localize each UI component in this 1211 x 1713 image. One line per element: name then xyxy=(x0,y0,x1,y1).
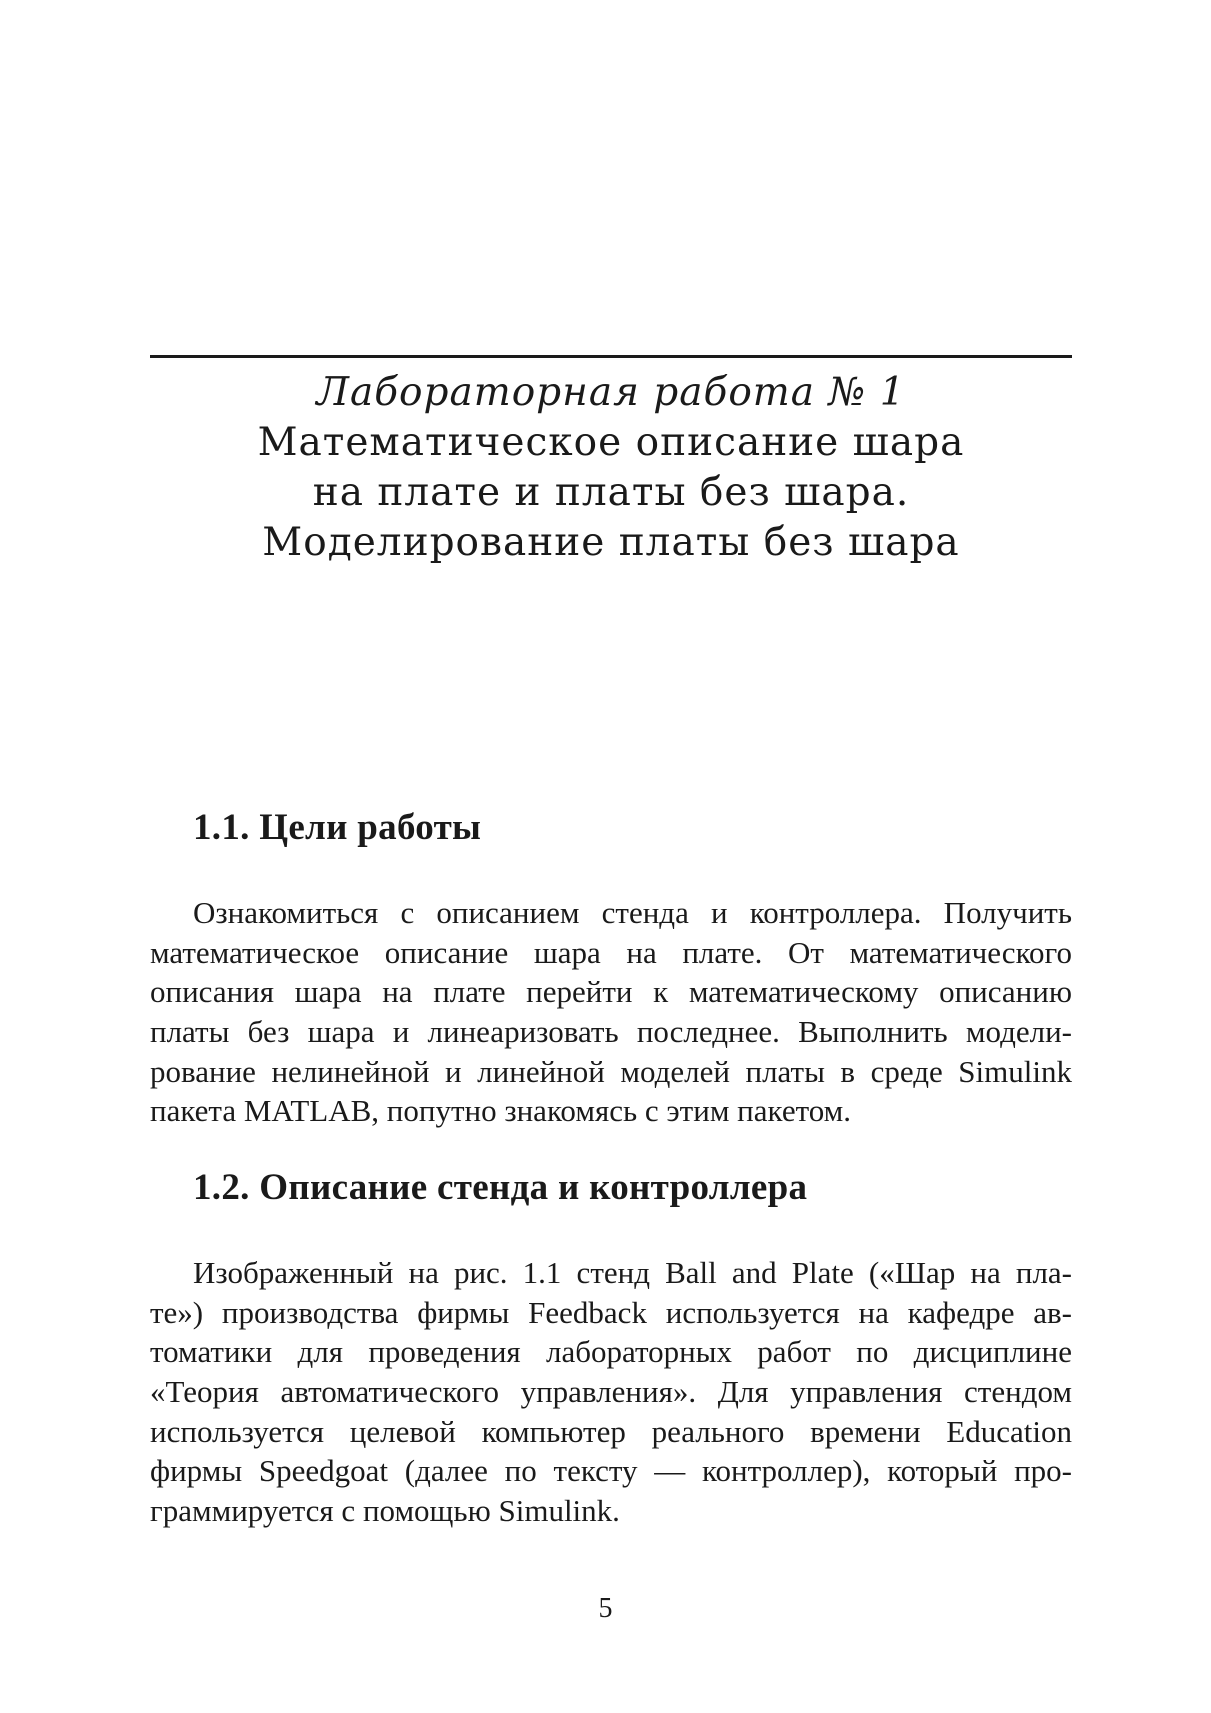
paragraph-line: платы без шара и линеаризовать последнее. Выполнить модели- xyxy=(150,1014,1072,1050)
paragraph-line: используется целевой компьютер реального времени Education xyxy=(150,1413,1072,1449)
paragraph-line: описания шара на плате перейти к математическому описанию xyxy=(150,974,1072,1010)
chapter-subtitle-line: Математическое описание шара xyxy=(257,420,965,465)
paragraph-line: Ознакомиться с описанием стенда и контроллера. Получить xyxy=(193,895,1072,930)
chapter-subtitle-line: на плате и платы без шара. xyxy=(312,470,910,515)
paragraph-line: рование нелинейной и линейной моделей платы в среде Simulink xyxy=(150,1053,1072,1089)
paragraph-line: математическое описание шара на плате. От математического xyxy=(150,934,1072,970)
paragraph-line: «Теория автоматического управления». Для управления стендом xyxy=(150,1374,1072,1410)
paragraph-line: те») производства фирмы Feedback используется на кафедре ав- xyxy=(150,1294,1072,1330)
title-rule xyxy=(150,355,1072,358)
paragraph-line: фирмы Speedgoat (далее по тексту — контроллер), который про- xyxy=(150,1453,1072,1489)
lab-work-label: Лабораторная работа № 1 xyxy=(316,370,906,415)
chapter-subtitle-line: Моделирование платы без шара xyxy=(262,520,960,565)
paragraph-line: томатики для проведения лабораторных работ по дисциплине xyxy=(150,1334,1072,1370)
description-paragraph xyxy=(150,1253,1072,1531)
page-number: 5 xyxy=(598,1593,613,1624)
section-heading-description: 1.2. Описание стенда и контроллера xyxy=(193,1167,808,1208)
paragraph-line: граммируется с помощью Simulink. xyxy=(150,1493,620,1529)
section-heading-goals: 1.1. Цели работы xyxy=(193,807,482,848)
paragraph-line: пакета MATLAB, попутно знакомясь с этим пакетом. xyxy=(150,1093,851,1129)
chapter-title xyxy=(150,368,1072,568)
goals-paragraph xyxy=(150,893,1072,1131)
paragraph-line: Изображенный на рис. 1.1 стенд Ball and Plate («Шар на пла- xyxy=(193,1255,1072,1290)
